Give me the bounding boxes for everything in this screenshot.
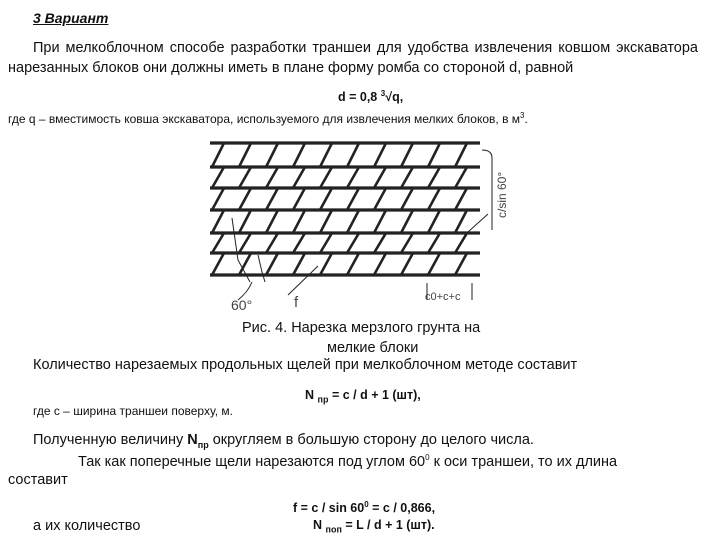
- rounding-text: [33, 432, 534, 450]
- label-c-sin60: c/sin 60°: [495, 171, 509, 218]
- transverse-slot: [266, 253, 278, 275]
- transverse-slot: [347, 143, 359, 167]
- where-q-body: где q – вместимость ковша экскаватора, используемого для извлечения мелких блоков, в м: [8, 112, 521, 126]
- transverse-tail: к оси траншеи, то их длина: [429, 453, 618, 470]
- transverse-slot: [374, 210, 386, 233]
- formula-npop-symbol: N: [313, 518, 323, 532]
- transverse-slot: [320, 188, 332, 210]
- transverse-slot: [428, 253, 440, 275]
- amount-text: а их количество: [33, 518, 141, 534]
- formula-f-a: f = c / sin 60: [293, 501, 365, 516]
- transverse-slot: [239, 233, 251, 253]
- transverse-slot: [212, 210, 224, 233]
- transverse-slot: [428, 188, 440, 210]
- f-leader: [288, 266, 318, 295]
- transverse-slot: [293, 167, 305, 188]
- formula-n-sub: пр: [317, 394, 329, 405]
- formula-npop-rest: = L / d + 1 (шт).: [341, 518, 435, 532]
- where-c-text: где с – ширина траншеи поверху, м.: [33, 404, 234, 418]
- transverse-slot: [374, 253, 386, 275]
- rounding-n: N: [187, 432, 198, 448]
- transverse-slot: [320, 143, 332, 167]
- transverse-slot: [320, 253, 332, 275]
- transverse-slot: [374, 143, 386, 167]
- transverse-slot: [212, 143, 224, 167]
- transverse-slot: [239, 210, 251, 233]
- transverse-slot: [293, 143, 305, 167]
- where-q-tail: .: [524, 112, 528, 126]
- transverse-slot: [428, 143, 440, 167]
- formula-d-root-arg: q,: [392, 90, 404, 105]
- transverse-slot: [266, 143, 278, 167]
- figure-caption-line2: мелкие блоки: [327, 340, 419, 356]
- formula-npop-sub: поп: [325, 524, 342, 535]
- rounding-after: округляем в большую сторону до целого числа.: [208, 432, 534, 448]
- formula-d-root-index: 3: [380, 89, 386, 98]
- transverse-slot: [455, 210, 467, 233]
- label-c-bottom: c0+c+c: [425, 291, 461, 303]
- intro-paragraph: При мелкоблочном способе разработки траншеи для удобства извлечения ковшом экскаватора нарезанных блоков они должны иметь в плане форму ромба со стороной d, равной: [8, 40, 698, 76]
- formula-n-rest: = с / d + 1 (шт),: [331, 388, 421, 402]
- transverse-slot: [401, 143, 413, 167]
- transverse-text: [78, 453, 617, 470]
- section-heading: 3 Вариант: [33, 10, 109, 26]
- transverse-slot: [428, 210, 440, 233]
- rounding-before: Полученную величину: [33, 432, 188, 448]
- transverse-slot: [212, 233, 224, 253]
- transverse-slot: [455, 143, 467, 167]
- root-sign-icon: √: [385, 90, 393, 105]
- count-text: Количество нарезаемых продольных щелей при мелкоблочном методе составит: [33, 357, 578, 373]
- transverse-slot: [239, 253, 251, 275]
- transverse-slot: [428, 167, 440, 188]
- composes-text: составит: [8, 472, 68, 488]
- transverse-slot: [239, 188, 251, 210]
- transverse-slot: [320, 233, 332, 253]
- transverse-slot: [455, 253, 467, 275]
- formula-n-pr: [305, 388, 421, 405]
- transverse-slot: [212, 253, 224, 275]
- transverse-slot: [401, 210, 413, 233]
- transverse-body: Так как поперечные щели нарезаются под углом 60: [78, 453, 426, 470]
- transverse-slot: [428, 233, 440, 253]
- transverse-slot: [239, 167, 251, 188]
- transverse-slot: [455, 167, 467, 188]
- transverse-slot: [239, 143, 251, 167]
- transverse-slot: [266, 210, 278, 233]
- formula-f-sup: 0: [364, 500, 369, 509]
- formula-f: [293, 500, 435, 515]
- formula-n-pop: [313, 518, 435, 535]
- transverse-slot: [212, 188, 224, 210]
- transverse-slot: [455, 233, 467, 253]
- transverse-slot: [266, 167, 278, 188]
- transverse-slot: [320, 210, 332, 233]
- transverse-sup: 0: [425, 453, 430, 462]
- formula-d-lhs: d = 0,8: [338, 90, 378, 105]
- transverse-slot: [347, 233, 359, 253]
- transverse-slot: [347, 210, 359, 233]
- right-leader: [468, 214, 488, 232]
- transverse-slot: [401, 233, 413, 253]
- transverse-slot: [401, 253, 413, 275]
- figure-caption-line1: Рис. 4. Нарезка мерзлого грунта на: [242, 320, 481, 336]
- transverse-slot: [293, 210, 305, 233]
- transverse-slot: [347, 188, 359, 210]
- transverse-slot: [293, 233, 305, 253]
- transverse-slot: [401, 167, 413, 188]
- transverse-slot: [266, 188, 278, 210]
- transverse-slot: [320, 167, 332, 188]
- transverse-slot: [347, 167, 359, 188]
- left-leader-b: [258, 255, 265, 282]
- transverse-slot: [347, 253, 359, 275]
- transverse-slot: [401, 188, 413, 210]
- transverse-slot: [455, 188, 467, 210]
- transverse-slot: [212, 167, 224, 188]
- formula-n-symbol: N: [305, 388, 315, 402]
- transverse-slot: [293, 188, 305, 210]
- transverse-slot: [374, 188, 386, 210]
- formula-f-b: = c / 0,866,: [368, 501, 436, 516]
- rounding-sub: пр: [197, 439, 209, 450]
- where-q-sup: 3: [520, 111, 525, 120]
- transverse-slot: [374, 167, 386, 188]
- label-f: f: [294, 294, 299, 311]
- rhombus-grid: [210, 143, 480, 275]
- transverse-slot: [293, 253, 305, 275]
- transverse-slot: [266, 233, 278, 253]
- transverse-slot: [374, 233, 386, 253]
- label-60-degree: 60°: [231, 297, 253, 313]
